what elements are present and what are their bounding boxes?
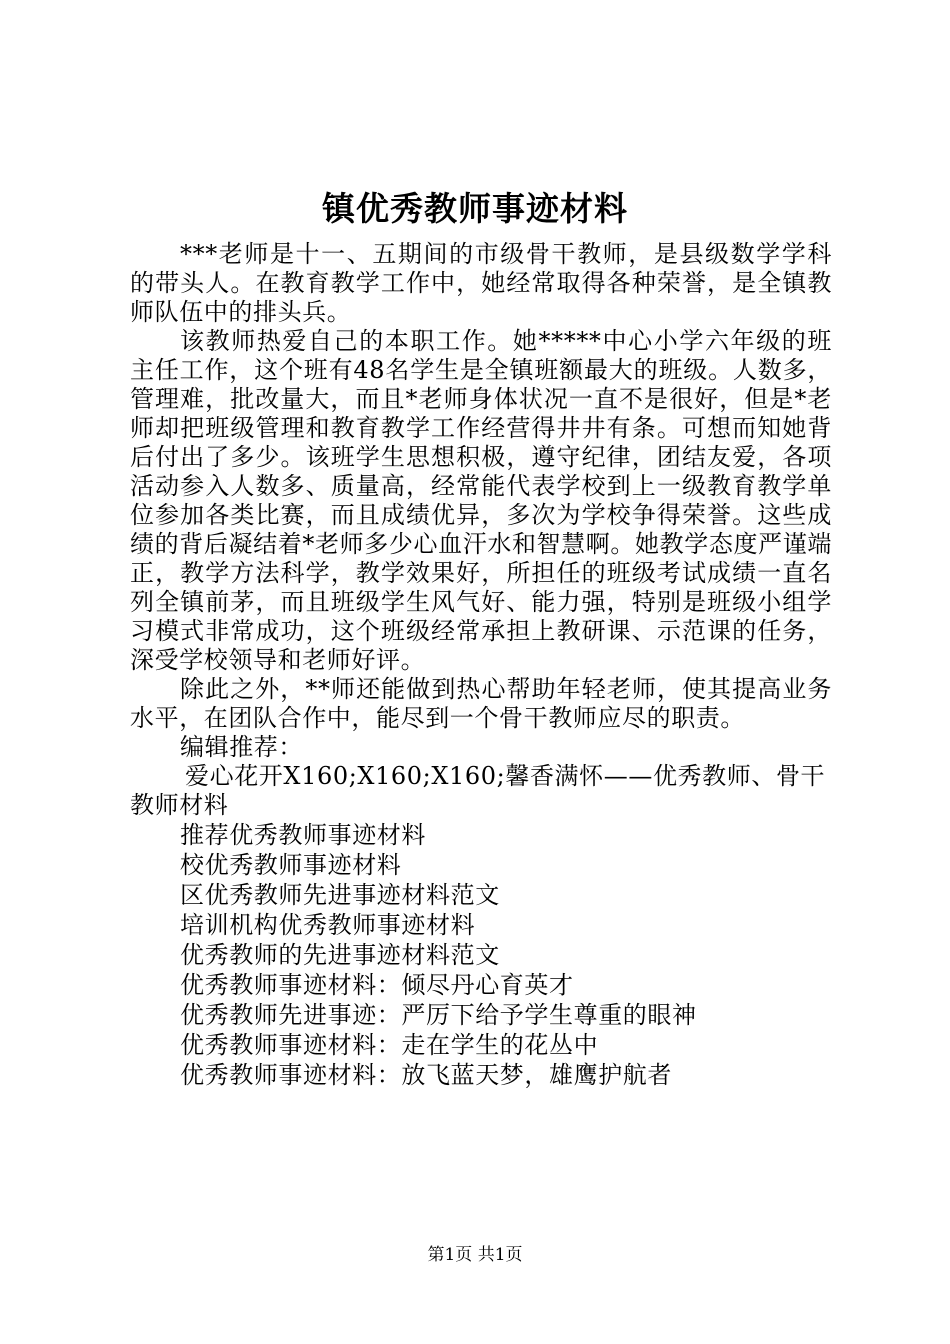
recommend-item-featured: 爱心花开X160;X160;X160;馨香满怀——优秀教师、骨干教师材料	[130, 762, 826, 819]
recommend-label: 编辑推荐：	[180, 733, 303, 761]
recommend-item: 校优秀教师事迹材料	[180, 851, 402, 879]
recommend-list	[130, 820, 832, 1090]
document-body	[130, 240, 832, 1090]
recommend-item: 推荐优秀教师事迹材料	[180, 821, 426, 849]
paragraph-2: 该教师热爱自己的本职工作。她*****中心小学六年级的班主任工作，这个班有48名学生是全镇班额最大的班级。人数多，管理难，批改量大，而且*老师身体状况一直不是很好，但是*老师却把班级管理和教育教学工作经营得井井有条。可想而知她背后付出了多少。该班学生思想积极，遵守纪律，团结友爱，各项活动参入人数多、质量高，经常能代表学校到上一级教育教学单位参加各类比赛，而且成绩优异，多次为学校争得荣誉。这些成绩的背后凝结着*老师多少心血汗水和智慧啊。她教学态度严谨端正，教学方法科学，教学效果好，所担任的班级考试成绩一直名列全镇前茅，而且班级学生风气好、能力强，特别是班级小组学习模式非常成功，这个班级经常承担上教研课、示范课的任务，深受学校领导和老师好评。	[130, 327, 832, 674]
recommend-item: 优秀教师事迹材料：放飞蓝天梦，雄鹰护航者	[180, 1061, 672, 1089]
recommend-item: 区优秀教师先进事迹材料范文	[180, 881, 500, 909]
recommend-item: 培训机构优秀教师事迹材料	[180, 911, 476, 939]
recommend-item: 优秀教师事迹材料：走在学生的花丛中	[180, 1031, 599, 1059]
recommend-item: 优秀教师事迹材料：倾尽丹心育英才	[180, 971, 574, 999]
recommend-item: 优秀教师先进事迹：严厉下给予学生尊重的眼神	[180, 1001, 697, 1029]
page-footer: 第1页 共1页	[427, 1245, 523, 1265]
document-title: 镇优秀教师事迹材料	[322, 189, 628, 228]
paragraph-1: ***老师是十一、五期间的市级骨干教师，是县级数学学科的带头人。在教育教学工作中，她经常取得各种荣誉，是全镇教师队伍中的排头兵。	[130, 240, 832, 326]
paragraph-3: 除此之外，**师还能做到热心帮助年轻老师，使其提高业务水平，在团队合作中，能尽到一个骨干教师应尽的职责。	[130, 675, 832, 732]
recommend-item: 优秀教师的先进事迹材料范文	[180, 941, 500, 969]
